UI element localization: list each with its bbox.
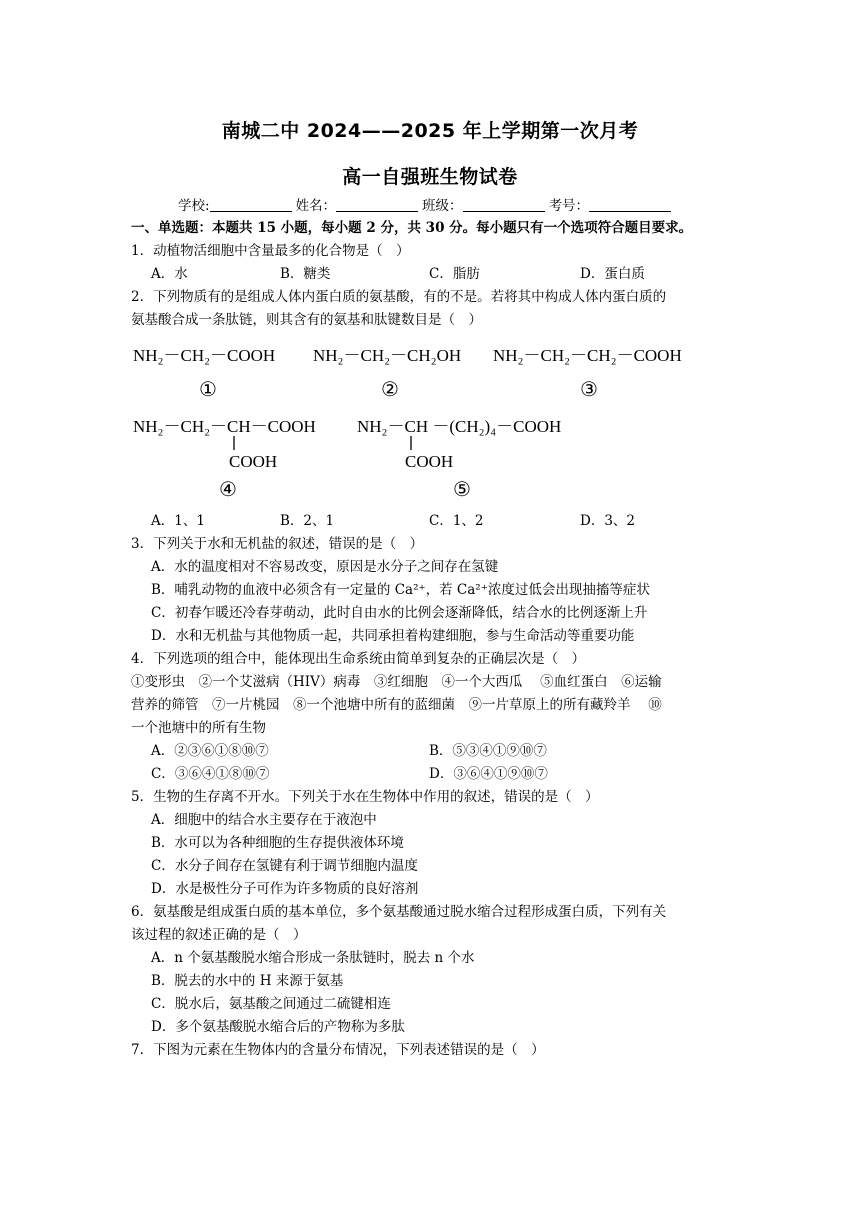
q3-option-a[interactable]: A．水的温度相对不容易改变，原因是水分子之间存在氢键 <box>151 559 499 575</box>
q5-option-a[interactable]: A．细胞中的结合水主要存在于液泡中 <box>151 812 377 828</box>
name-label: 姓名： <box>295 198 337 214</box>
q2-option-a[interactable]: A．1、1 <box>151 513 205 529</box>
q2-stem-line2: 氨基酸合成一条肽链，则其含有的氨基和肽键数目是（ ） <box>131 312 482 328</box>
q1-option-c[interactable]: C．脂肪 <box>429 266 480 282</box>
q4-option-b[interactable]: B．⑤③④①⑨⑩⑦ <box>429 743 547 759</box>
section-heading: 一、单选题：本题共 15 小题，每小题 2 分，共 30 分。每小题只有一个选项符合题目要求。 <box>131 220 693 236</box>
q3-option-b[interactable]: B．哺乳动物的血液中必须含有一定量的 Ca²⁺，若 Ca²⁺浓度过低会出现抽搐等症状 <box>151 582 650 598</box>
q4-option-d[interactable]: D．③⑥④①⑨⑩⑦ <box>429 766 548 782</box>
q4-stem: 4．下列选项的组合中，能体现出生命系统由简单到复杂的正确层次是（ ） <box>131 651 586 667</box>
structure-label-2: ② <box>381 379 399 401</box>
structure-label-3: ③ <box>580 379 598 401</box>
structure-label-5: ⑤ <box>453 479 471 501</box>
q3-option-d[interactable]: D．水和无机盐与其他物质一起，共同承担着构建细胞，参与生命活动等重要功能 <box>151 628 635 644</box>
q4-option-a[interactable]: A．②③⑥①⑧⑩⑦ <box>151 743 269 759</box>
structure-5: NH₂－CH －(CH₂)₄－COOH <box>357 417 562 436</box>
q5-stem: 5．生物的生存离不开水。下列关于水在生物体中作用的叙述，错误的是（ ） <box>131 789 599 805</box>
q6-stem-line1: 6．氨基酸是组成蛋白质的基本单位，多个氨基酸通过脱水缩合过程形成蛋白质，下列有关 <box>131 904 667 920</box>
q3-stem: 3．下列关于水和无机盐的叙述，错误的是（ ） <box>131 536 424 552</box>
q6-option-b[interactable]: B．脱去的水中的 H 来源于氨基 <box>151 973 344 989</box>
q2-stem-line1: 2．下列物质有的是组成人体内蛋白质的氨基酸，有的不是。若将其中构成人体内蛋白质的 <box>131 289 667 305</box>
q2-option-b[interactable]: B．2、1 <box>280 513 335 529</box>
q5-option-c[interactable]: C．水分子间存在氢键有利于调节细胞内温度 <box>151 858 418 874</box>
q1-stem: 1．动植物活细胞中含量最多的化合物是（ ） <box>131 243 410 259</box>
structure-label-1: ① <box>199 379 217 401</box>
structure-4: NH₂－CH₂－CH－COOH <box>133 417 316 436</box>
structure-3: NH₂－CH₂－CH₂－COOH <box>493 346 682 365</box>
exam-no-label: 考号： <box>548 198 590 214</box>
q2-option-c[interactable]: C．1、2 <box>429 513 484 529</box>
q1-option-a[interactable]: A．水 <box>151 266 188 282</box>
exam-subtitle: 高一自强班生物试卷 <box>342 166 518 188</box>
q6-option-d[interactable]: D．多个氨基酸脱水缩合后的产物称为多肽 <box>151 1019 405 1035</box>
q6-stem-line2: 该过程的叙述正确的是（ ） <box>131 927 307 943</box>
q7-stem: 7．下图为元素在生物体内的含量分布情况，下列表述错误的是（ ） <box>131 1042 545 1058</box>
q4-option-c[interactable]: C．③⑥④①⑧⑩⑦ <box>151 766 270 782</box>
school-label: 学校: <box>178 198 210 214</box>
q5-option-b[interactable]: B．水可以为各种细胞的生存提供液体环境 <box>151 835 404 851</box>
exam-title: 南城二中 2024——2025 年上学期第一次月考 <box>221 120 639 142</box>
q5-option-d[interactable]: D．水是极性分子可作为许多物质的良好溶剂 <box>151 881 419 897</box>
q2-option-d[interactable]: D．3、2 <box>580 513 636 529</box>
q4-items-line1: ①变形虫 ②一个艾滋病（HIV）病毒 ③红细胞 ④一个大西瓜 ⑤血红蛋白 ⑥运输 <box>131 674 662 690</box>
structure-5-branch: COOH <box>405 452 454 471</box>
structure-4-branch: COOH <box>229 452 278 471</box>
q6-option-a[interactable]: A．n 个氨基酸脱水缩合形成一条肽链时，脱去 n 个水 <box>151 950 475 966</box>
structure-label-4: ④ <box>219 479 237 501</box>
q6-option-c[interactable]: C．脱水后，氨基酸之间通过二硫键相连 <box>151 996 391 1012</box>
q1-option-d[interactable]: D．蛋白质 <box>580 266 645 282</box>
q3-option-c[interactable]: C．初春乍暖还冷春芽萌动，此时自由水的比例会逐渐降低，结合水的比例逐渐上升 <box>151 605 648 621</box>
class-label: 班级： <box>422 198 463 214</box>
q1-option-b[interactable]: B．糖类 <box>280 266 331 282</box>
structure-2: NH₂－CH₂－CH₂OH <box>313 346 462 365</box>
q4-items-line2: 营养的筛管 ⑦一片桃园 ⑧一个池塘中所有的蓝细菌 ⑨一片草原上的所有藏羚羊 ⑩ <box>131 697 662 713</box>
structure-1: NH₂－CH₂－COOH <box>133 346 276 365</box>
q4-items-line3: 一个池塘中的所有生物 <box>131 720 266 736</box>
